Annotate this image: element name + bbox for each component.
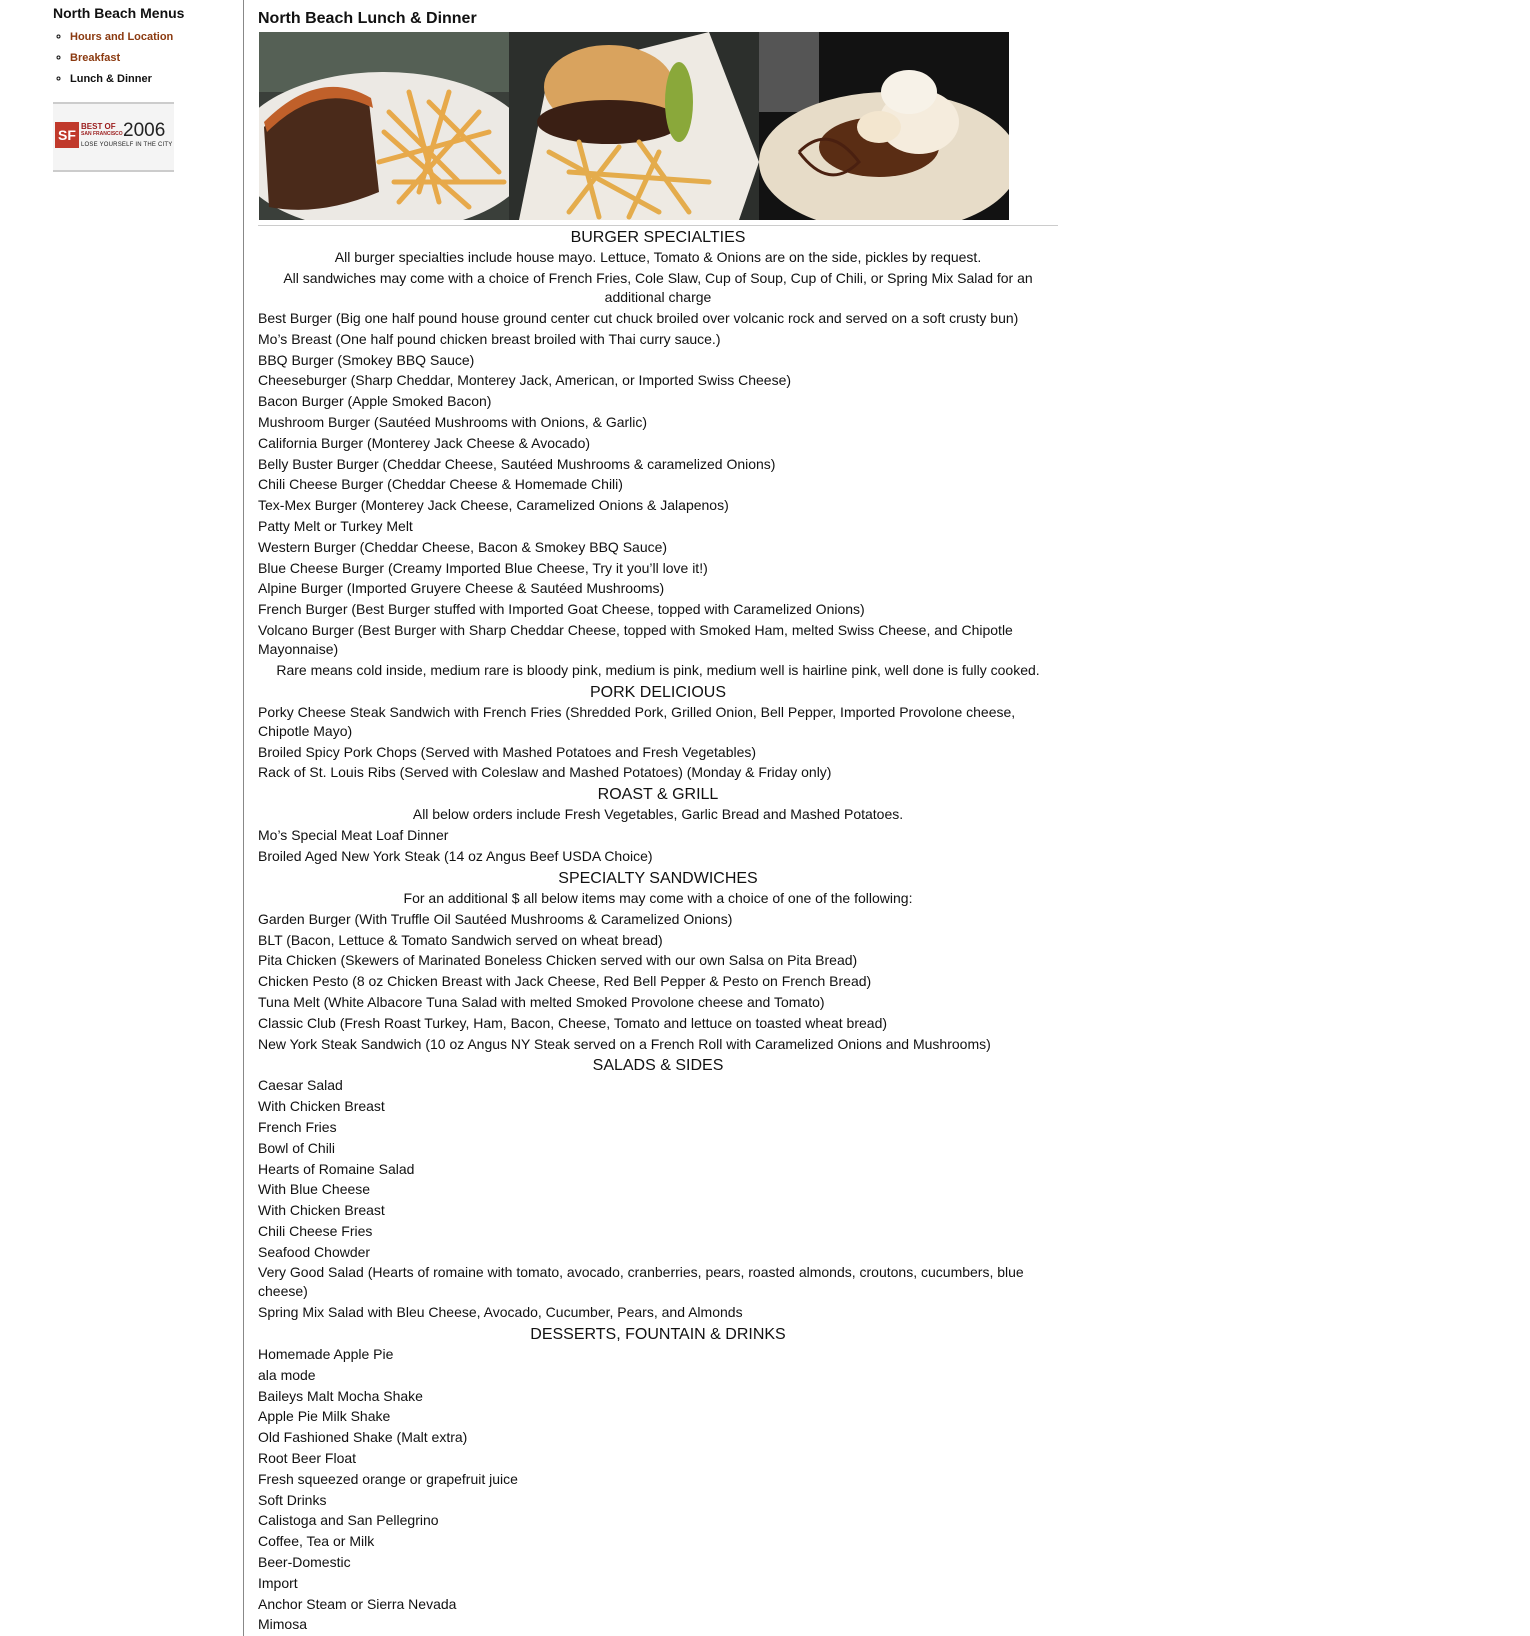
badge-year: 2006 <box>123 120 166 141</box>
badge-sf-logo: SF <box>55 122 79 148</box>
menu-item: Coffee, Tea or Milk <box>258 1533 375 1550</box>
nav-link-breakfast[interactable]: Breakfast <box>70 52 121 64</box>
menu-item: Caesar Salad <box>258 1077 343 1094</box>
menu-item: Baileys Malt Mocha Shake <box>258 1387 423 1404</box>
menu-item: Western Burger (Cheddar Cheese, Bacon & Smokey BBQ Sauce) <box>258 538 668 555</box>
menu-item: Mushroom Burger (Sautéed Mushrooms with Onions, & Garlic) <box>258 413 648 430</box>
badge-best-of-text <box>81 122 123 137</box>
section-header-burgers: BURGER SPECIALTIES <box>570 229 746 246</box>
main-content <box>258 0 1058 1636</box>
menu-item: Spring Mix Salad with Bleu Cheese, Avocado, Cucumber, Pears, and Almonds <box>258 1304 743 1321</box>
menu-item: Rack of St. Louis Ribs (Served with Coleslaw and Mashed Potatoes) (Monday & Friday only) <box>258 764 832 781</box>
nav-item-breakfast <box>70 48 243 69</box>
menu-item: BLT (Bacon, Lettuce & Tomato Sandwich served on wheat bread) <box>258 931 663 948</box>
menu-item: Seafood Chowder <box>258 1243 371 1260</box>
menu-item: California Burger (Monterey Jack Cheese & Avocado) <box>258 434 591 451</box>
menu-item: Mimosa <box>258 1616 308 1633</box>
section-roast <box>258 784 1058 866</box>
food-photo-strip <box>259 32 1009 220</box>
section-salads <box>258 1055 1058 1322</box>
badge-line2: SAN FRANCISCO <box>81 131 123 137</box>
menu-item: Chili Cheese Fries <box>258 1222 373 1239</box>
sidebar-title: North Beach Menus <box>53 5 185 21</box>
section-sandwiches <box>258 868 1058 1054</box>
menu-item: Mo’s Special Meat Loaf Dinner <box>258 827 449 844</box>
menu-item: Chili Cheese Burger (Cheddar Cheese & Homemade Chili) <box>258 476 623 493</box>
menu-item: Best Burger (Big one half pound house ground center cut chuck broiled over volcanic rock and served on a soft crusty bun) <box>258 310 1019 326</box>
menu-item: Calistoga and San Pellegrino <box>258 1512 439 1529</box>
header-rule <box>258 225 1058 226</box>
menu-item: French Burger (Best Burger stuffed with Imported Goat Cheese, topped with Caramelized Onions) <box>258 601 865 618</box>
roast-note: All below orders include Fresh Vegetables, Garlic Bread and Mashed Potatoes. <box>412 806 904 823</box>
menu-item: Classic Club (Fresh Roast Turkey, Ham, Bacon, Cheese, Tomato and lettuce on toasted wheat bread) <box>258 1014 888 1031</box>
menu-item: BBQ Burger (Smokey BBQ Sauce) <box>258 351 475 368</box>
badge-line1: BEST OF <box>81 122 116 131</box>
best-of-sf-badge[interactable] <box>53 102 174 172</box>
menu-item: Broiled Spicy Pork Chops (Served with Mashed Potatoes and Fresh Vegetables) <box>258 743 757 760</box>
sidebar <box>53 0 243 172</box>
menu-item: Tuna Melt (White Albacore Tuna Salad with melted Smoked Provolone cheese and Tomato) <box>258 993 825 1010</box>
page-title: North Beach Lunch & Dinner <box>258 10 477 27</box>
section-desserts <box>258 1324 1058 1634</box>
menu-item: With Blue Cheese <box>258 1181 371 1198</box>
menu-item: Old Fashioned Shake (Malt extra) <box>258 1429 468 1446</box>
menu-item: Root Beer Float <box>258 1450 357 1467</box>
menu-item: Volcano Burger (Best Burger with Sharp Cheddar Cheese, topped with Smoked Ham, melted Swiss Cheese, and Chipotle Mayonnaise) <box>258 621 1013 657</box>
menu-item: Tex-Mex Burger (Monterey Jack Cheese, Caramelized Onions & Jalapenos) <box>258 497 729 514</box>
menu-item: New York Steak Sandwich (10 oz Angus NY Steak served on a French Roll with Caramelized Onions and Mushrooms) <box>258 1035 991 1052</box>
sandwiches-note: For an additional $ all below items may come with a choice of one of the following: <box>403 889 913 906</box>
menu-item: Broiled Aged New York Steak (14 oz Angus Beef USDA Choice) <box>258 847 653 864</box>
burgers-note-1: All burger specialties include house mayo. Lettuce, Tomato & Onions are on the side, pickles by request. <box>334 249 982 265</box>
section-burgers <box>258 227 1058 680</box>
menu-item: Beer-Domestic <box>258 1554 351 1571</box>
menu-item: French Fries <box>258 1118 337 1135</box>
menu-item: Cheeseburger (Sharp Cheddar, Monterey Jack, American, or Imported Swiss Cheese) <box>258 372 792 389</box>
badge-tagline: LOSE YOURSELF IN THE CITY <box>81 142 173 148</box>
burgers-doneness-note: Rare means cold inside, medium rare is bloody pink, medium is pink, medium well is hairline pink, well done is fully cooked. <box>276 661 1040 678</box>
nav-item-lunch-dinner <box>70 69 243 90</box>
nav-current-lunch-dinner: Lunch & Dinner <box>70 73 152 85</box>
menu-item: Import <box>258 1574 298 1591</box>
menu-item: Bowl of Chili <box>258 1139 336 1156</box>
section-header-roast: ROAST & GRILL <box>597 786 719 804</box>
menu-item: Fresh squeezed orange or grapefruit juice <box>258 1470 518 1487</box>
menu-item: Very Good Salad (Hearts of romaine with tomato, avocado, cranberries, pears, roasted almonds, croutons, cucumbers, blue cheese) <box>258 1264 1024 1300</box>
steak-sandwich-fries-photo <box>259 32 509 220</box>
section-header-sandwiches: SPECIALTY SANDWICHES <box>558 869 758 887</box>
menu-item: Apple Pie Milk Shake <box>258 1408 391 1425</box>
burgers-note-2: All sandwiches may come with a choice of French Fries, Cole Slaw, Cup of Soup, Cup of Chili, or Spring Mix Salad for an additional charge <box>283 270 1033 305</box>
menu-item: Garden Burger (With Truffle Oil Sautéed Mushrooms & Caramelized Onions) <box>258 910 733 927</box>
sidebar-nav <box>53 27 243 90</box>
menu-item: Alpine Burger (Imported Gruyere Cheese & Sautéed Mushrooms) <box>258 580 665 597</box>
menu-item: Patty Melt or Turkey Melt <box>258 517 413 534</box>
menu-item: With Chicken Breast <box>258 1202 385 1219</box>
menu-item: Soft Drinks <box>258 1491 327 1508</box>
section-pork <box>258 682 1058 783</box>
menu-item: With Chicken Breast <box>258 1098 385 1115</box>
menu-item: Hearts of Romaine Salad <box>258 1160 415 1177</box>
menu-item: Belly Buster Burger (Cheddar Cheese, Sautéed Mushrooms & caramelized Onions) <box>258 455 776 472</box>
menu-item: Pita Chicken (Skewers of Marinated Boneless Chicken served with our own Salsa on Pita Bread) <box>258 952 858 969</box>
section-header-salads: SALADS & SIDES <box>592 1057 724 1075</box>
burger-fries-photo <box>509 32 759 220</box>
section-header-pork: PORK DELICIOUS <box>589 683 727 701</box>
menu-item: Porky Cheese Steak Sandwich with French Fries (Shredded Pork, Grilled Onion, Bell Pepper, Imported Provolone cheese, Chipotle Mayo) <box>258 703 1016 739</box>
menu-item: Homemade Apple Pie <box>258 1346 394 1363</box>
menu-item: Anchor Steam or Sierra Nevada <box>258 1595 457 1612</box>
section-header-desserts: DESSERTS, FOUNTAIN & DRINKS <box>530 1326 786 1344</box>
sidebar-divider <box>243 0 244 1636</box>
menu-item: Chicken Pesto (8 oz Chicken Breast with Jack Cheese, Red Bell Pepper & Pesto on French Bread) <box>258 973 872 990</box>
menu-item: Blue Cheese Burger (Creamy Imported Blue Cheese, Try it you’ll love it!) <box>258 559 708 576</box>
menu-item: ala mode <box>258 1366 316 1383</box>
menu-item: Bacon Burger (Apple Smoked Bacon) <box>258 393 492 410</box>
nav-link-hours-and-location[interactable]: Hours and Location <box>70 31 174 43</box>
menu-item: Mo’s Breast (One half pound chicken breast broiled with Thai curry sauce.) <box>258 330 721 347</box>
dessert-plate-photo <box>759 32 1009 220</box>
nav-item-hours <box>70 27 243 48</box>
